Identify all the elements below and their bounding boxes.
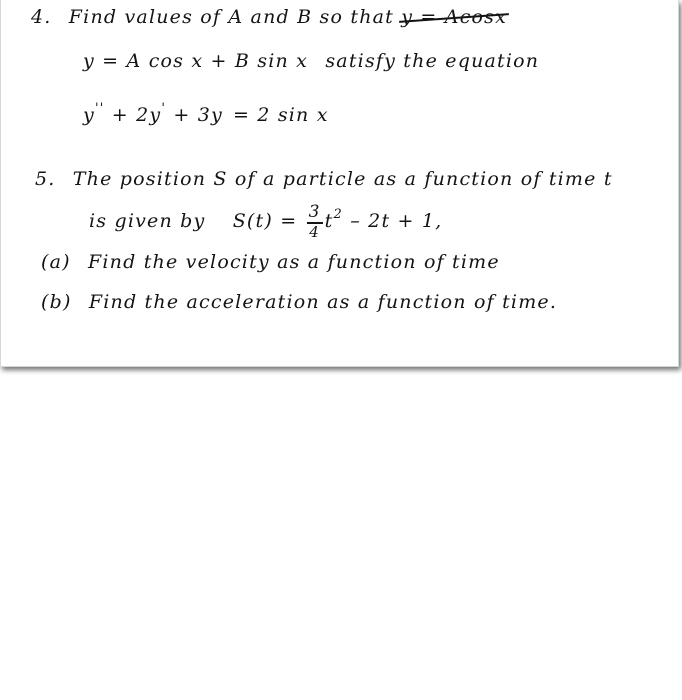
given-by-text: is given by: [89, 210, 206, 232]
differential-equation: [83, 101, 329, 126]
given-function: y = A cos x + B sin x: [83, 50, 309, 72]
problem-5-line-1: [35, 168, 613, 190]
part-b: [41, 291, 557, 313]
problem-4-line-2: [83, 50, 539, 72]
part-b-text: Find the acceleration as a function of time.: [88, 291, 558, 313]
prime-mark: ': [161, 101, 167, 116]
position-function: S(t) =: [232, 210, 298, 232]
variable-t: t: [324, 210, 334, 232]
eq-term-y-double-prime: y: [83, 104, 95, 126]
eq-term-3y: + 3y: [166, 104, 223, 126]
position-function-rest: – 2t + 1,: [350, 210, 443, 232]
problem-4-number: 4.: [31, 6, 52, 28]
double-prime-mark: '': [94, 101, 105, 116]
satisfy-text: satisfy the equation: [325, 50, 540, 72]
exponent-2: 2: [333, 207, 343, 222]
part-b-label: (b): [41, 291, 72, 313]
eq-rhs: = 2 sin x: [232, 104, 329, 126]
eq-term-2y-prime: + 2y: [104, 104, 162, 126]
struck-out-text: y = Acosx: [401, 6, 508, 28]
problem-5-text: The position S of a particle as a function of time t: [72, 168, 613, 190]
problem-5-number: 5.: [35, 168, 56, 190]
part-a-label: (a): [41, 251, 71, 273]
fraction-three-quarters: [307, 204, 323, 240]
problem-5-line-2: [89, 204, 442, 240]
part-a: [41, 251, 500, 273]
part-a-text: Find the velocity as a function of time: [88, 251, 500, 273]
problem-4-intro: Find values of A and B so that: [68, 6, 394, 28]
problem-4-line-1: [31, 6, 507, 28]
fraction-numerator: 3: [308, 202, 321, 222]
fraction-denominator: 4: [309, 223, 320, 241]
